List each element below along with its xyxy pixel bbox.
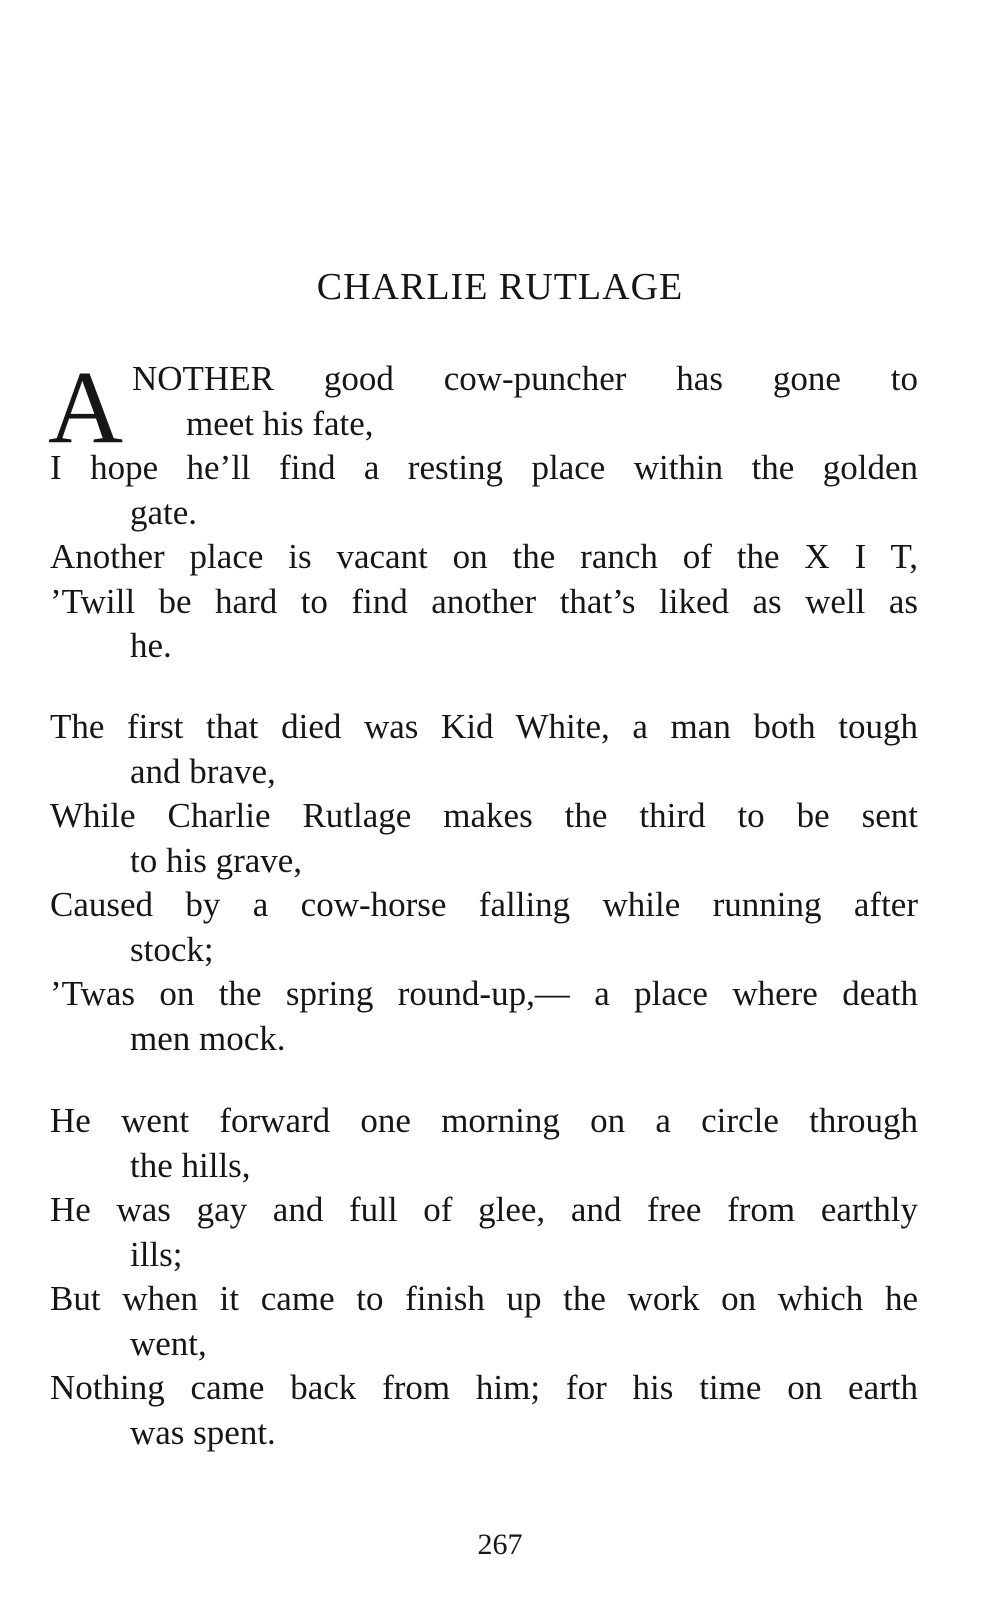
verse-line-continuation: men mock. [130,1018,286,1058]
verse-line-continuation: gate. [130,492,198,532]
verse-line-continuation: went, [130,1323,207,1363]
verse-line-continuation: meet his fate, [186,403,374,443]
verse-line-continuation: ills; [130,1234,183,1274]
verse-line: He was gay and full of glee, and free from earthly [50,1190,918,1229]
stanza-1-opening [132,357,918,446]
verse-line: I hope he’ll find a resting place within the golden [50,448,918,487]
verse-line: Caused by a cow-horse falling while running after [50,885,918,924]
drop-cap: A [48,350,124,465]
verse-line: Nothing came back from him; for his time on earth [50,1368,918,1407]
stanza-3 [50,1099,918,1455]
verse-line-continuation: and brave, [130,751,276,791]
verse-line-continuation: he. [130,626,172,665]
poem-title: CHARLIE RUTLAGE [316,266,684,308]
page-number: 267 [477,1528,523,1561]
verse-line: Another place is vacant on the ranch of the X I T, [50,537,918,576]
stanza-1 [50,446,918,669]
verse-line-continuation: the hills, [130,1145,251,1185]
verse-line: NOTHER good cow-puncher has gone to [132,359,918,398]
verse-line: But when it came to finish up the work on which he [50,1279,918,1318]
verse-line: He went forward one morning on a circle through [50,1101,918,1140]
stanza-2 [50,705,918,1061]
verse-line: The first that died was Kid White, a man both tough [50,707,918,746]
verse-line-continuation: to his grave, [130,840,303,880]
verse-line: ’Twas on the spring round-up,— a place where death [50,974,918,1013]
verse-line: ’Twill be hard to find another that’s liked as well as [50,581,918,621]
verse-line-continuation: stock; [130,929,214,969]
verse-line: While Charlie Rutlage makes the third to be sent [50,796,918,835]
verse-line-continuation: was spent. [130,1412,276,1452]
